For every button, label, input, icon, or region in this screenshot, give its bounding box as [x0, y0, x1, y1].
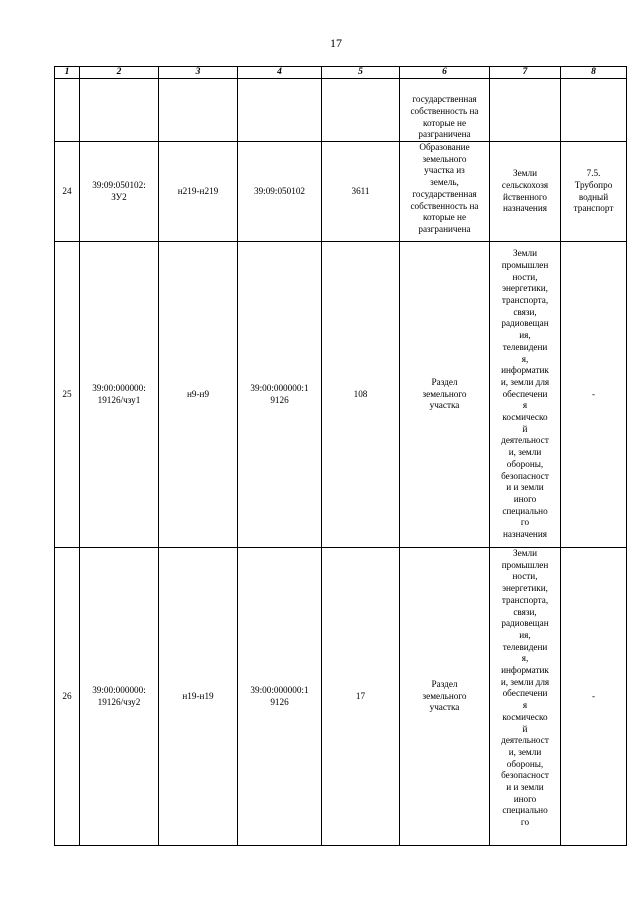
header-cell-7: 7: [490, 67, 561, 79]
header-cell-2: 2: [80, 67, 159, 79]
cell-row-number: 24: [55, 142, 80, 242]
table-row: [55, 548, 627, 846]
header-cell-3: 3: [159, 67, 238, 79]
cell-method-continuation: государственная собственность на которые не разграничена: [400, 79, 490, 142]
cell-cadastral-new: 39:00:000000: 19126/чзу1: [80, 242, 159, 548]
table-row-continuation: [55, 79, 627, 142]
cell-method: Образование земельного участка из земель, государственная собственность на которые не разграничена: [400, 142, 490, 242]
cell-area: 3611: [322, 142, 400, 242]
cell-permitted-use: -: [561, 548, 627, 846]
cell-permitted-use: 7.5. Трубопро водный транспорт: [561, 142, 627, 242]
cell-method: Раздел земельного участка: [400, 242, 490, 548]
cell-cadastral-source: 39:00:000000:1 9126: [238, 242, 322, 548]
cell-cadastral-source: 39:09:050102: [238, 142, 322, 242]
cell-category: Земли сельскохозя йственного назначения: [490, 142, 561, 242]
cell-empty: [561, 79, 627, 142]
cell-row-number: 26: [55, 548, 80, 846]
cell-permitted-use: -: [561, 242, 627, 548]
table-header-row: [55, 67, 627, 79]
cell-empty: [322, 79, 400, 142]
cell-cadastral-new: 39:00:000000: 19126/чзу2: [80, 548, 159, 846]
cell-empty: [159, 79, 238, 142]
table-row: [55, 142, 627, 242]
cell-empty: [490, 79, 561, 142]
page-number: 17: [330, 36, 342, 50]
cell-cadastral-new: 39:09:050102: ЗУ2: [80, 142, 159, 242]
cell-area: 108: [322, 242, 400, 548]
cell-row-number: 25: [55, 242, 80, 548]
cell-cadastral-source: 39:00:000000:1 9126: [238, 548, 322, 846]
cell-empty: [238, 79, 322, 142]
header-cell-6: 6: [400, 67, 490, 79]
land-plots-table: [54, 66, 627, 846]
header-cell-5: 5: [322, 67, 400, 79]
header-cell-1: 1: [55, 67, 80, 79]
cell-empty: [80, 79, 159, 142]
cell-category: Земли промышлен ности, энергетики, транспорта, связи, радиовещан ия, телевидени я, информатик и, земли для обеспечени я космическо й деятельност и, земли обороны, безопасност и и земли иного специально го: [490, 548, 561, 846]
cell-method: Раздел земельного участка: [400, 548, 490, 846]
cell-points: н19-н19: [159, 548, 238, 846]
header-cell-4: 4: [238, 67, 322, 79]
cell-category: Земли промышлен ности, энергетики, транспорта, связи, радиовещан ия, телевидени я, информатик и, земли для обеспечени я космическо й деятельност и, земли обороны, безопасност и и земли иного специально го назначения: [490, 242, 561, 548]
cell-empty: [55, 79, 80, 142]
table-row: [55, 242, 627, 548]
header-cell-8: 8: [561, 67, 627, 79]
cell-points: н9-н9: [159, 242, 238, 548]
cell-area: 17: [322, 548, 400, 846]
cell-points: н219-н219: [159, 142, 238, 242]
